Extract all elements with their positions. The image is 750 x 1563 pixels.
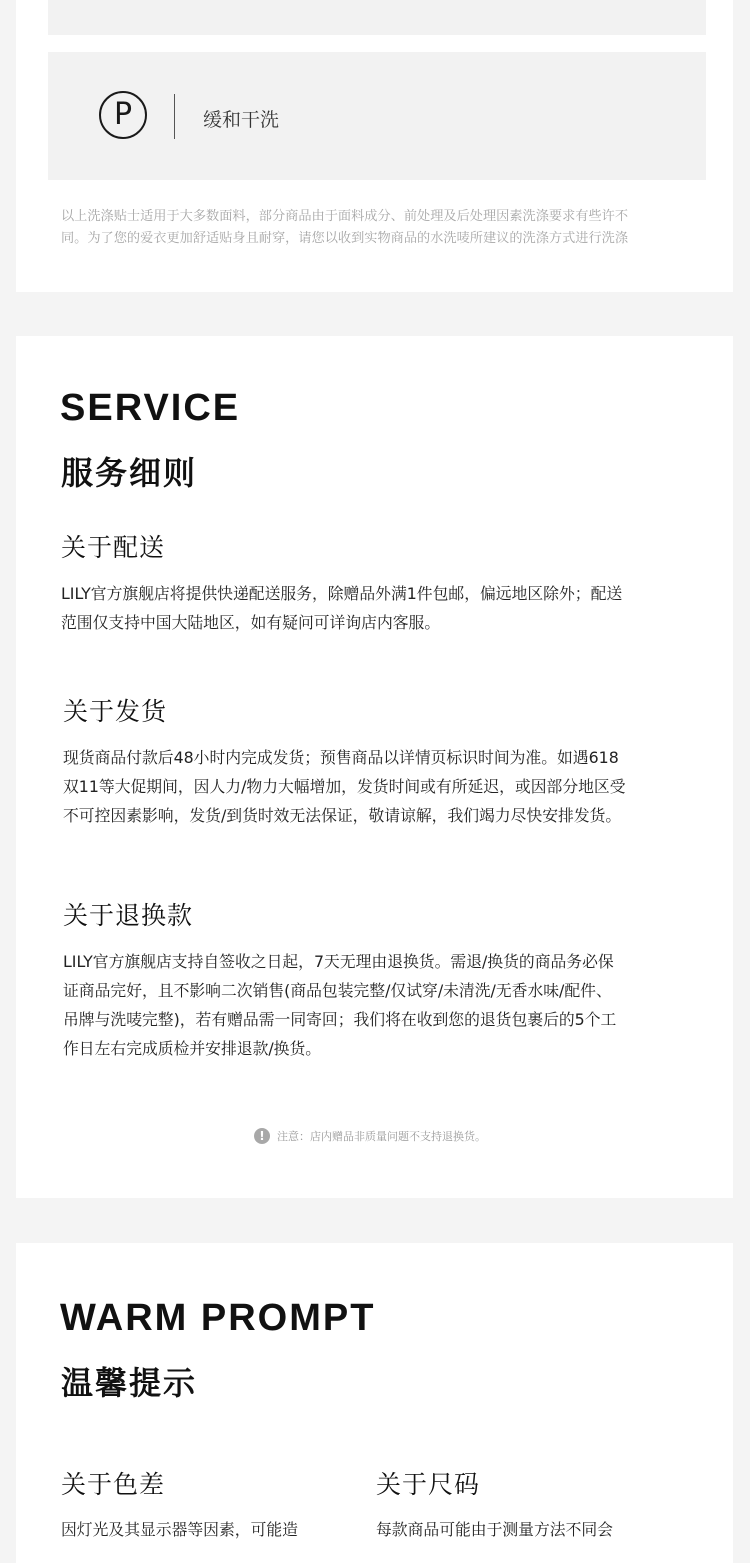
color-heading: 关于色差 — [61, 1470, 166, 1499]
text-line: 作日左右完成质检并安排退款/换货。 — [63, 1039, 322, 1058]
text-line: 因灯光及其显示器等因素，可能造 — [61, 1520, 298, 1539]
warm-title-cn: 温馨提示 — [61, 1364, 198, 1402]
text-line: 不可控因素影响，发货/到货时效无法保证，敬请谅解，我们竭力尽快安排发货。 — [63, 806, 622, 825]
care-item-box — [48, 52, 706, 180]
care-item-box — [48, 0, 706, 35]
service-title-cn: 服务细则 — [61, 454, 198, 492]
size-text — [376, 1515, 676, 1544]
text-line: 现货商品付款后48小时内完成发货；预售商品以详情页标识时间为准。如遇618 — [63, 748, 619, 767]
text-line: LILY官方旗舰店将提供快递配送服务，除赠品外满1件包邮，偏远地区除外；配送 — [61, 584, 623, 603]
care-note-line: 同。为了您的爱衣更加舒适贴身且耐穿，请您以收到实物商品的水洗唛所建议的洗涤方式进行洗涤 — [61, 231, 629, 246]
service-title-en: SERVICE — [60, 387, 241, 429]
returns-text — [63, 947, 703, 1063]
text-line: 每款商品可能由于测量方法不同会 — [376, 1520, 613, 1539]
color-text — [61, 1515, 341, 1544]
text-line: 范围仅支持中国大陆地区，如有疑问可详询店内客服。 — [61, 613, 441, 632]
text-line: 双11等大促期间，因人力/物力大幅增加，发货时间或有所延迟，或因部分地区受 — [63, 777, 626, 796]
care-note-line: 以上洗涤贴士适用于大多数面料，部分商品由于面料成分、前处理及后处理因素洗涤要求有些许不 — [61, 209, 629, 224]
notice — [254, 1128, 486, 1144]
size-heading: 关于尺码 — [376, 1470, 481, 1499]
divider — [174, 94, 175, 139]
text-line: 证商品完好，且不影响二次销售(商品包装完整/仅试穿/未清洗/无香水味/配件、 — [63, 981, 612, 1000]
shipping-heading: 关于发货 — [63, 697, 168, 726]
text-line: LILY官方旗舰店支持自签收之日起，7天无理由退换货。需退/换货的商品务必保 — [63, 952, 614, 971]
shipping-text — [63, 743, 703, 830]
care-card — [16, 0, 733, 292]
warm-prompt-card — [16, 1243, 733, 1563]
service-card — [16, 336, 733, 1198]
warm-title-en: WARM PROMPT — [60, 1297, 376, 1339]
delivery-heading: 关于配送 — [61, 533, 166, 562]
care-symbol-label: 缓和干洗 — [203, 109, 280, 131]
care-note — [61, 206, 701, 250]
notice-text: 注意：店内赠品非质量问题不支持退换货。 — [277, 1130, 486, 1143]
returns-heading: 关于退换款 — [63, 901, 194, 930]
delivery-text — [61, 579, 701, 637]
text-line: 吊牌与洗唛完整)，若有赠品需一同寄回；我们将在收到您的退货包裹后的5个工 — [63, 1010, 617, 1029]
dry-clean-p-icon: P — [99, 91, 147, 139]
exclamation-icon: ! — [254, 1128, 270, 1144]
